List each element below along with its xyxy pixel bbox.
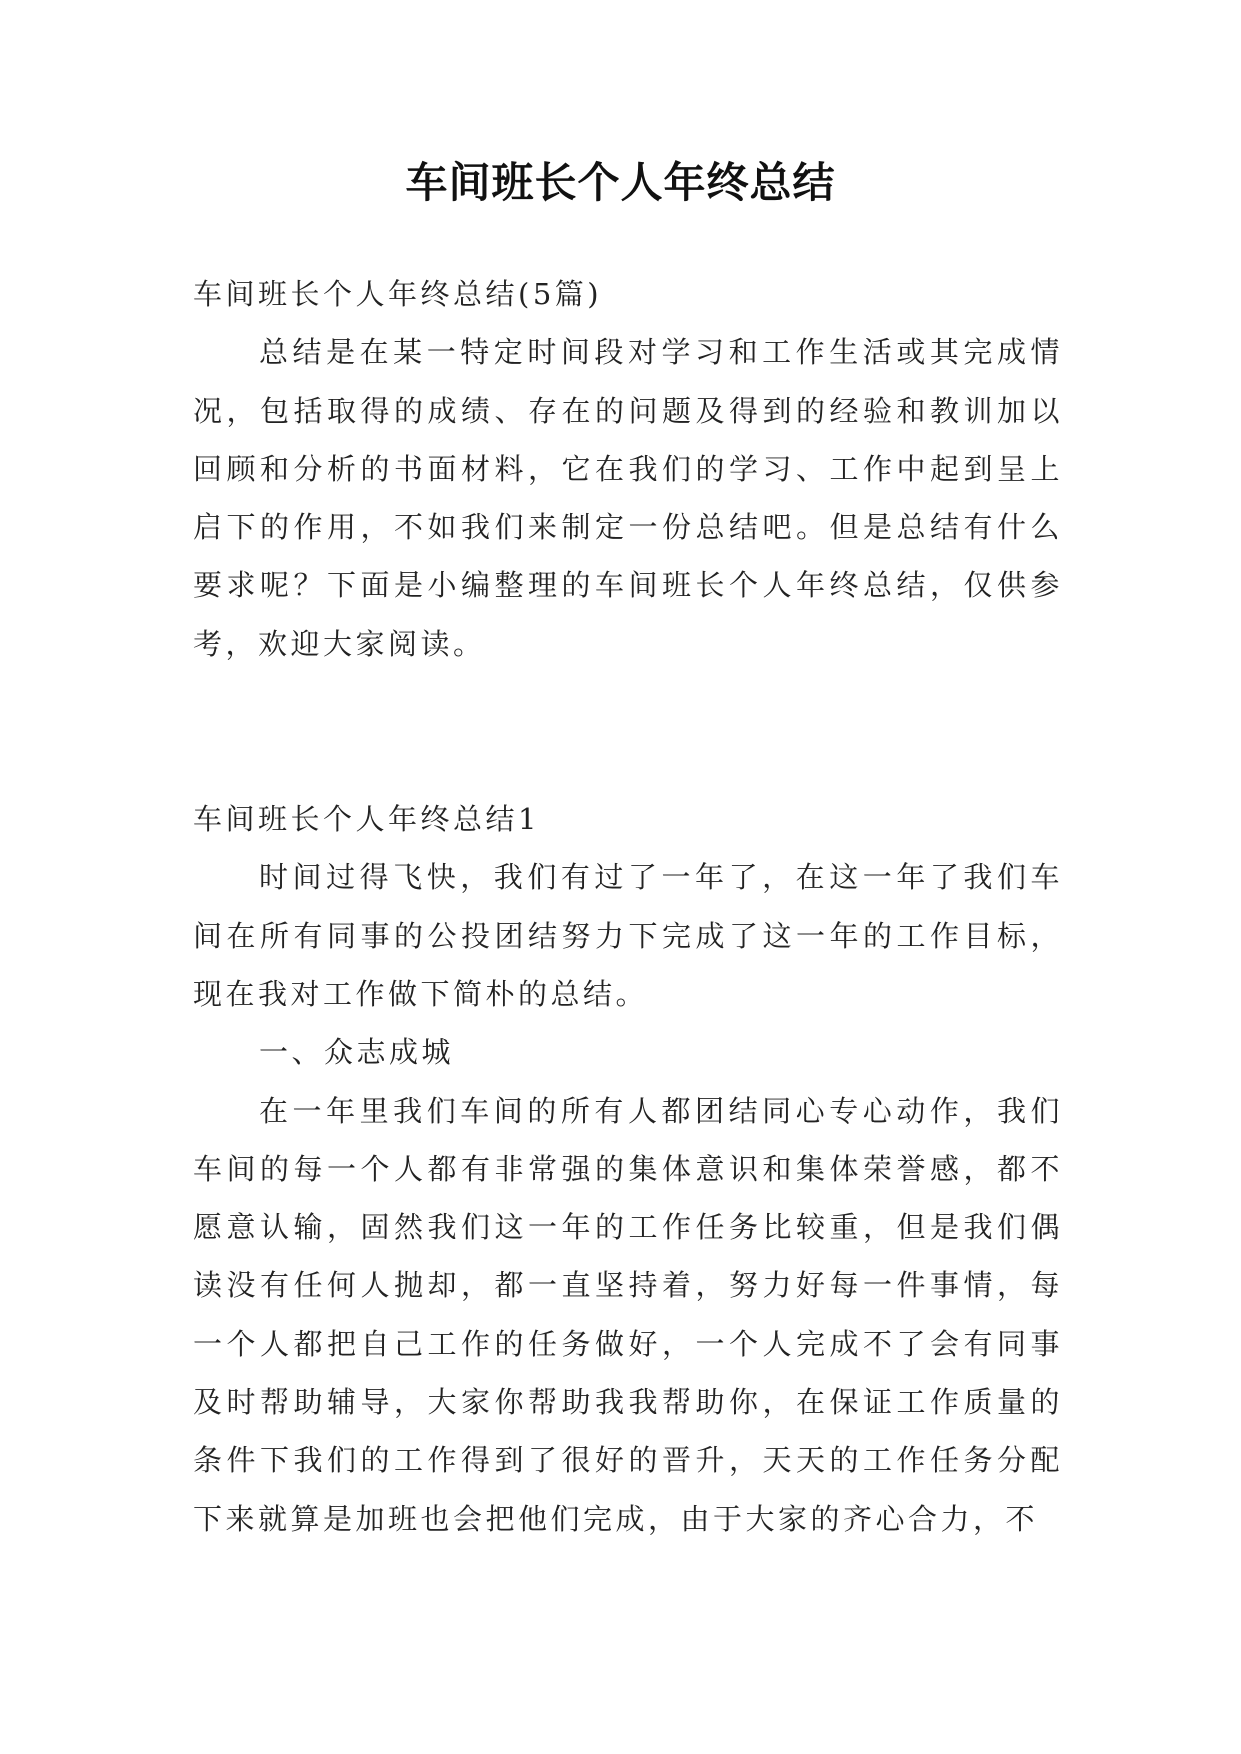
document-subtitle: 车间班长个人年终总结(5篇) (193, 277, 603, 311)
section-spacer (193, 673, 1063, 790)
body-paragraph: 时间过得飞快，我们有过了一年了，在这一年了我们车间在所有同事的公投团结努力下完成了这一年的工作目标，现在我对工作做下简朴的总结。 (193, 860, 1063, 1011)
body-paragraph: 在一年里我们车间的所有人都团结同心专心动作，我们车间的每一个人都有非常强的集体意识和集体荣誉感，都不愿意认输，固然我们这一年的工作任务比较重，但是我们偶读没有任何人抛却，都一直坚持着，努力好每一件事情，每一个人都把自己工作的任务做好，一个人完成不了会有同事及时帮助辅导，大家你帮助我我帮助你，在保证工作质量的条件下我们的工作得到了很好的晋升，天天的工作任务分配下来就算是加班也会把他们完成，由于大家的齐心合力，不 (193, 1093, 1063, 1536)
intro-paragraph: 总结是在某一特定时间段对学习和工作生活或其完成情况，包括取得的成绩、存在的问题及得到的经验和教训加以回顾和分析的书面材料，它在我们的学习、工作中起到呈上启下的作用，不如我们来制定一份总结吧。但是总结有什么要求呢？下面是小编整理的车间班长个人年终总结，仅供参考，欢迎大家阅读。 (193, 335, 1063, 661)
section-heading: 车间班长个人年终总结1 (193, 802, 540, 837)
subsection-heading: 一、众志成城 (259, 1035, 455, 1070)
document-body (193, 265, 1063, 1548)
document-title: 车间班长个人年终总结 (405, 158, 836, 207)
